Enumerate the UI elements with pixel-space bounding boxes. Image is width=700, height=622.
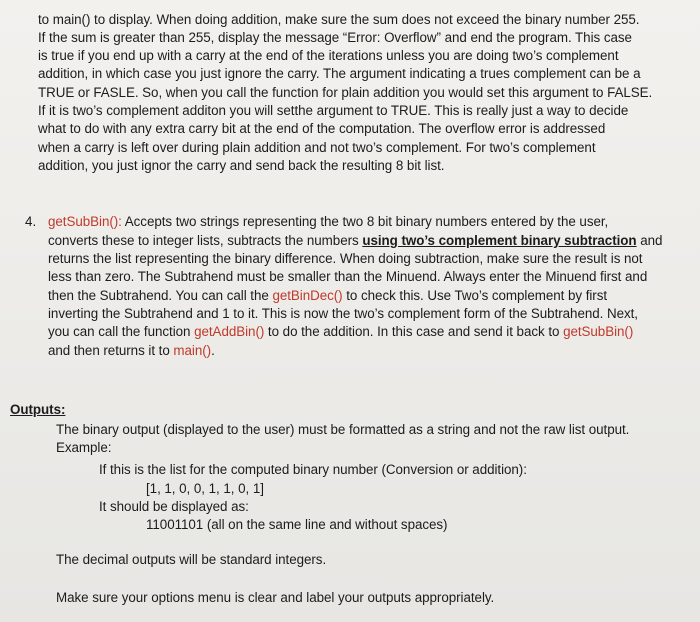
para-line: TRUE or FASLE. So, when you call the function for plain addition you would set this argument to FALSE. (38, 85, 653, 100)
outputs-heading: Outputs: (10, 402, 66, 417)
para-line: is true if you end up with a carry at the end of the iterations unless you are doing two’s complement (38, 48, 619, 63)
item4-line-5 (48, 287, 607, 305)
item4-line-3: returns the list representing the binary difference. When doing subtraction, make sure the result is not (48, 251, 643, 266)
function-name: getAddBin() (194, 324, 265, 339)
function-name: main() (173, 343, 212, 358)
item4-text: . (211, 343, 215, 358)
outputs-line: Example: (56, 440, 112, 455)
menu-note: Make sure your options menu is clear and label your outputs appropriately. (56, 590, 495, 605)
para-line: If it is two’s complement additon you will setthe argument to TRUE. This is really just a way to decide (38, 103, 629, 118)
item4-text: and (636, 233, 663, 248)
function-name: getBinDec() (272, 288, 343, 303)
emphasis-text: using two’s complement binary subtraction (362, 233, 637, 248)
para-line: addition, you just ignor the carry and send back the resulting 8 bit list. (38, 158, 445, 173)
example-list: [1, 1, 0, 0, 1, 1, 0, 1] (146, 481, 264, 496)
para-line: to main() to display. When doing addition, make sure the sum does not exceed the binary number 255. (38, 12, 640, 27)
outputs-line: The binary output (displayed to the user) must be formatted as a string and not the raw list output. (56, 422, 630, 437)
item4-text: to do the addition. In this case and send it back to (264, 324, 564, 339)
para-line: what to do with any extra carry bit at the end of the computation. The overflow error is addressed (38, 121, 606, 136)
para-line: when a carry is left over during plain addition and not two’s complement. For two’s complement (38, 140, 596, 155)
item4-line-6: inverting the Subtrahend and 1 to it. This is now the two’s complement form of the Subtrahend. Next, (48, 306, 638, 321)
para-line: addition, in which case you just ignore the carry. The argument indicating a trues complement can be a (38, 66, 641, 81)
function-name: getSubBin(): (48, 214, 122, 229)
function-name: getSubBin() (563, 324, 634, 339)
example-value: 11001101 (all on the same line and without spaces) (146, 517, 448, 532)
list-number: 4. (25, 214, 37, 229)
item4-text: you can call the function (48, 324, 195, 339)
example-line: It should be displayed as: (99, 499, 249, 514)
decimal-note: The decimal outputs will be standard integers. (56, 552, 327, 567)
item4-line-1 (48, 213, 608, 231)
item4-line-4: less than zero. The Subtrahend must be smaller than the Minuend. Always enter the Minuend first and (48, 269, 648, 284)
para-line: If the sum is greater than 255, display the message “Error: Overflow” and end the program. This case (38, 30, 632, 45)
item4-line-7 (48, 323, 633, 341)
item4-line-8 (48, 342, 215, 360)
item4-text: then the Subtrahend. You can call the (48, 288, 273, 303)
item4-text: to check this. Use Two’s complement by first (342, 288, 608, 303)
example-line: If this is the list for the computed binary number (Conversion or addition): (99, 462, 527, 477)
item4-text: converts these to integer lists, subtracts the numbers (48, 233, 363, 248)
item4-text: and then returns it to (48, 343, 174, 358)
item4-text: Accepts two strings representing the two 8 bit binary numbers entered by the user, (121, 214, 609, 229)
item4-line-2 (48, 232, 662, 250)
